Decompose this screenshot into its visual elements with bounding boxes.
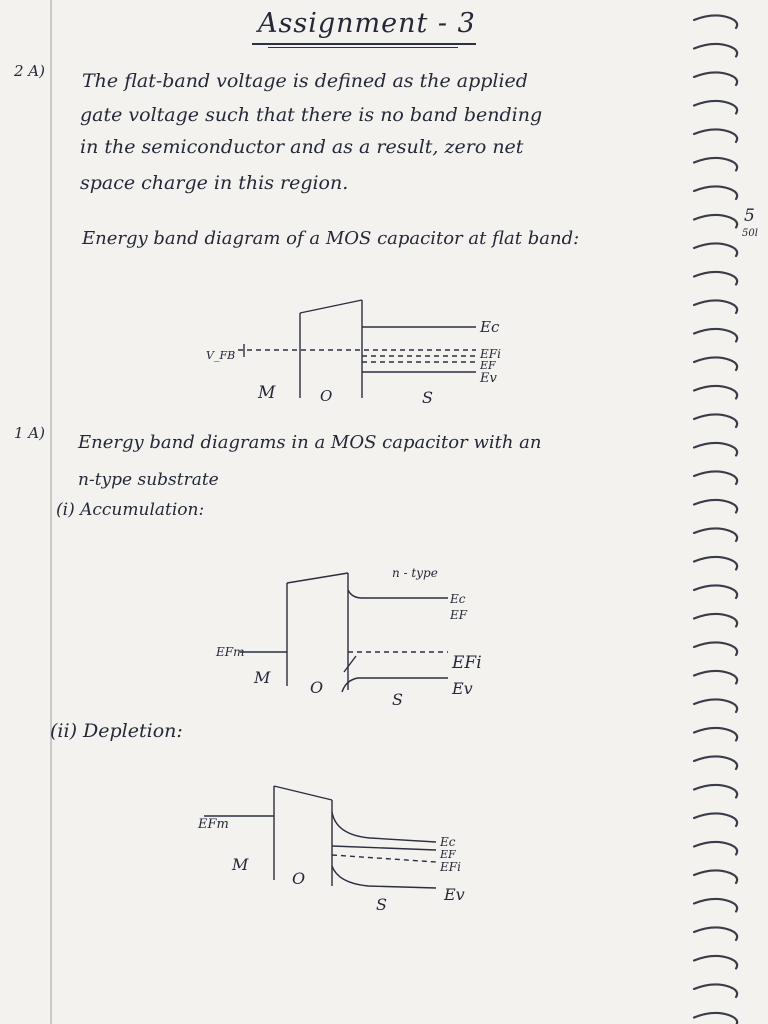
spiral-ring	[694, 386, 737, 399]
dep-metal-label: M	[232, 855, 249, 874]
flat-ec-label: Ec	[480, 318, 500, 336]
spiral-ring	[694, 471, 737, 484]
spiral-ring	[694, 158, 737, 171]
acc-efm-label: EFm	[216, 645, 245, 659]
spiral-ring	[694, 129, 737, 142]
q2a-line-1: The flat-band voltage is defined as the applied	[82, 70, 528, 92]
spiral-ring	[694, 443, 737, 456]
spiral-ring	[694, 357, 737, 370]
spiral-ring	[694, 813, 737, 826]
margin-note-bottom: 50l	[742, 228, 758, 239]
depletion-heading: (ii) Depletion:	[50, 720, 183, 742]
flat-ef-label: EF	[480, 359, 496, 372]
q2a-line-3: in the semiconductor and as a result, zero net	[80, 136, 524, 158]
spiral-ring	[694, 785, 737, 798]
spiral-ring	[694, 756, 737, 769]
acc-ntype-label: n - type	[392, 566, 438, 580]
q2a-line-2: gate voltage such that there is no band bending	[80, 104, 543, 126]
spiral-ring	[694, 414, 737, 427]
question-label-2a: 2 A)	[14, 62, 45, 80]
spiral-ring	[694, 842, 737, 855]
flat-efi-label: EFi	[480, 347, 501, 361]
acc-efi-label: EFi	[452, 653, 482, 673]
spiral-ring	[694, 243, 737, 256]
spiral-ring	[694, 272, 737, 285]
spiral-ring	[694, 72, 737, 85]
question-label-1a: 1 A)	[14, 424, 45, 442]
spiral-ring	[694, 870, 737, 883]
q1a-line-1: Energy band diagrams in a MOS capacitor with an	[78, 432, 542, 453]
acc-semiconductor-label: S	[392, 690, 403, 709]
spiral-ring	[694, 1013, 737, 1024]
spiral-ring	[694, 215, 737, 228]
spiral-ring	[694, 329, 737, 342]
acc-ev-label: Ev	[452, 679, 473, 698]
q2a-diagram-caption: Energy band diagram of a MOS capacitor at flat band:	[82, 228, 580, 249]
spiral-ring	[694, 956, 737, 969]
spiral-ring	[694, 585, 737, 598]
spiral-ring	[694, 101, 737, 114]
margin-note-top: 5	[744, 206, 755, 226]
spiral-ring	[694, 728, 737, 741]
spiral-ring	[694, 500, 737, 513]
vfb-label: V_FB	[206, 349, 236, 362]
flat-semiconductor-label: S	[422, 388, 433, 407]
dep-ec-label: Ec	[440, 835, 456, 849]
spiral-ring	[694, 557, 737, 570]
spiral-ring	[694, 927, 737, 940]
accumulation-heading: (i) Accumulation:	[56, 500, 205, 520]
acc-ec-label: Ec	[450, 592, 466, 606]
acc-metal-label: M	[254, 668, 271, 687]
spiral-ring	[694, 984, 737, 997]
acc-ef-label: EF	[450, 608, 468, 622]
acc-oxide-label: O	[310, 678, 324, 697]
spiral-ring	[694, 44, 737, 57]
dep-oxide-label: O	[292, 869, 306, 888]
q1a-line-2: n-type substrate	[78, 470, 219, 490]
spiral-binding	[684, 0, 768, 1024]
spiral-ring	[694, 642, 737, 655]
spiral-ring	[694, 614, 737, 627]
spiral-ring	[694, 186, 737, 199]
spiral-ring	[694, 699, 737, 712]
spiral-ring	[694, 528, 737, 541]
flat-oxide-label: O	[320, 387, 333, 405]
dep-ef-label: EF	[440, 848, 456, 861]
q2a-line-4: space charge in this region.	[80, 172, 349, 194]
spiral-ring	[694, 15, 737, 28]
dep-efi-label: EFi	[440, 860, 461, 874]
spiral-ring	[694, 899, 737, 912]
flat-metal-label: M	[258, 383, 276, 403]
spiral-ring	[694, 300, 737, 313]
flat-ev-label: Ev	[480, 371, 497, 386]
accumulation-diagram	[240, 573, 448, 692]
dep-semiconductor-label: S	[376, 895, 387, 914]
dep-efm-label: EFm	[198, 817, 229, 832]
spiral-ring	[694, 671, 737, 684]
page-title: Assignment - 3	[258, 8, 476, 39]
dep-ev-label: Ev	[444, 885, 465, 904]
